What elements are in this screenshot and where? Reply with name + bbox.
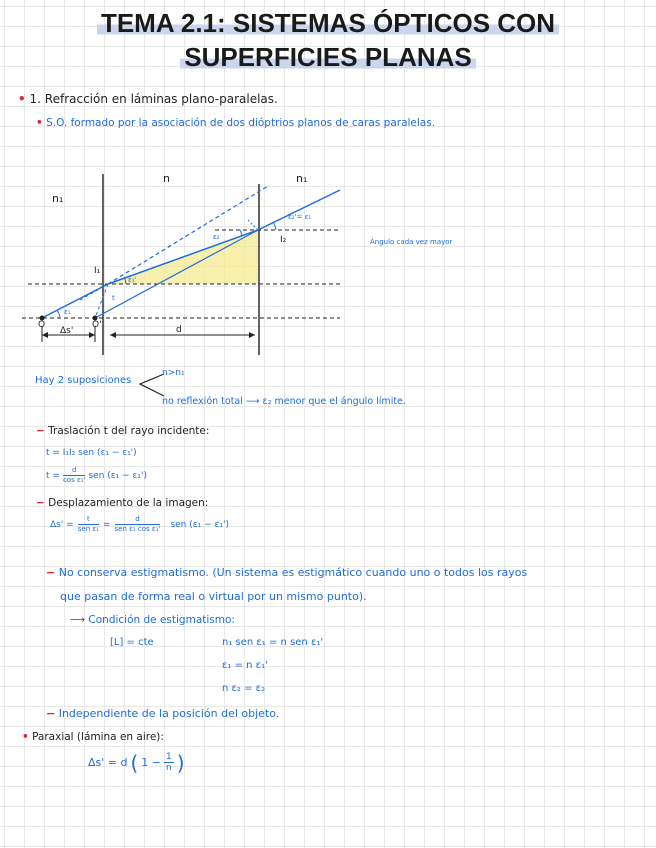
displacement-dash: −: [36, 497, 45, 509]
fraction-num: d: [71, 466, 77, 474]
stigmatism-condition: [70, 614, 235, 626]
formula-suffix: sen (ε₁ − ε₁'): [88, 470, 147, 481]
stigmatism-line-1-text: No conserva estigmatismo. (Un sistema es estigmático cuando uno o todos los rayos: [58, 566, 528, 579]
label-eps1: ε₁: [64, 308, 71, 316]
fraction: [78, 515, 99, 534]
supposition-2: no reflexión total ⟶ ε₂ menor que el ángulo límite.: [162, 396, 406, 407]
fraction-den: sen ε₁: [77, 525, 99, 533]
plate-diagram: [0, 160, 656, 360]
equals-sign: =: [102, 519, 111, 530]
helper-line-3: [248, 220, 258, 230]
arrowhead: [249, 332, 255, 338]
arrowhead: [110, 332, 116, 338]
stigmatism-dash: −: [46, 566, 56, 579]
fraction-den: sen ε₁ cos ε₁': [114, 525, 161, 533]
paren-open: (: [130, 750, 139, 775]
side-note: Ángulo cada vez mayor: [370, 238, 453, 246]
label-eps2p: ε₂'= ε₁: [288, 213, 312, 221]
fraction: [115, 515, 161, 534]
arrow-icon: ⟶: [70, 614, 86, 626]
stigmatism-eq-1: n₁ sen ε₁ = n sen ε₁': [222, 637, 324, 648]
translation-formula-1: t = I₁I₂ sen (ε₁ − ε₁'): [46, 448, 137, 458]
formula-prefix: t =: [46, 470, 60, 481]
suppositions-label: Hay 2 suposiciones: [35, 375, 132, 386]
section-1-number: 1.: [29, 92, 41, 106]
displacement-heading: [36, 497, 208, 509]
independent-line: [46, 707, 279, 720]
label-d: d: [176, 325, 182, 335]
label-o: O: [38, 320, 46, 330]
formula-one-minus: 1 −: [141, 756, 162, 769]
translation-heading: [36, 425, 209, 437]
paraxial-formula: [88, 752, 185, 773]
formula-suffix: sen (ε₁ − ε₁'): [170, 519, 229, 530]
paren-close: ): [176, 750, 185, 775]
formula-prefix: Δs' = d: [88, 756, 128, 769]
paraxial-heading: [22, 731, 164, 743]
label-t: t: [112, 294, 115, 302]
fraction: [63, 466, 86, 485]
label-delta-s: Δs': [60, 326, 74, 336]
page-title-line-2: SUPERFICIES PLANAS: [0, 42, 656, 72]
section-1-heading-text: Refracción en láminas plano-paralelas.: [44, 92, 278, 106]
fraction-den: cos ε₁': [62, 476, 86, 484]
paraxial-heading-text: Paraxial (lámina en aire):: [32, 731, 164, 743]
label-n1-right: n₁: [296, 172, 308, 185]
formula-prefix: Δs' =: [50, 519, 74, 530]
label-o-prime: O': [92, 320, 102, 330]
displacement-formula: [50, 515, 229, 534]
stigmatism-condition-text: Condición de estigmatismo:: [88, 614, 235, 626]
translation-heading-text: Traslación t del rayo incidente:: [48, 425, 210, 437]
fraction-num: t: [86, 515, 90, 523]
translation-formula-2: [46, 466, 147, 485]
angle-arc-eps1: [57, 310, 60, 318]
label-n: n: [163, 172, 170, 185]
supposition-1: n>n₁: [162, 368, 185, 378]
fraction: [164, 752, 174, 773]
label-i1: I₁: [94, 266, 101, 276]
independent-dash: −: [46, 707, 56, 720]
arrowhead: [42, 332, 48, 338]
paraxial-bullet: •: [22, 731, 29, 743]
section-1-heading: [18, 92, 278, 106]
incident-ray: [42, 284, 108, 318]
fraction-num: 1: [166, 752, 172, 762]
displacement-heading-text: Desplazamiento de la imagen:: [48, 497, 209, 509]
section-1-sub-text: S.O. formado por la asociación de dos dióptrios planos de caras paralelas.: [46, 117, 436, 129]
emergent-ray: [258, 190, 340, 230]
stigmatism-lc: [L] = cte: [110, 637, 154, 648]
fraction-den: n: [166, 763, 172, 773]
angle-arc-eps2p: [273, 222, 276, 230]
section-1-bullet: •: [18, 92, 26, 106]
stigmatism-line-1: [46, 566, 527, 579]
independent-text: Independiente de la posición del objeto.: [58, 707, 280, 720]
stigmatism-eq-3: n ε₂ = ε₂: [222, 683, 266, 694]
section-1-sub-bullet: •: [36, 117, 43, 129]
translation-dash: −: [36, 425, 45, 437]
label-eps1p: ε₁': [128, 276, 137, 284]
label-n1-left: n₁: [52, 192, 64, 205]
angle-arc-eps2: [240, 230, 242, 236]
label-eps2: ε₂: [213, 233, 220, 241]
section-1-subtext: [36, 117, 435, 129]
label-i2: I₂: [280, 235, 287, 245]
stigmatism-line-2: que pasan de forma real o virtual por un mismo punto).: [60, 590, 367, 603]
fraction-num: d: [135, 515, 140, 523]
arrowhead: [89, 332, 95, 338]
page-title-line-1: TEMA 2.1: SISTEMAS ÓPTICOS CON: [0, 8, 656, 38]
stigmatism-eq-2: ε₁ = n ε₁': [222, 660, 268, 671]
